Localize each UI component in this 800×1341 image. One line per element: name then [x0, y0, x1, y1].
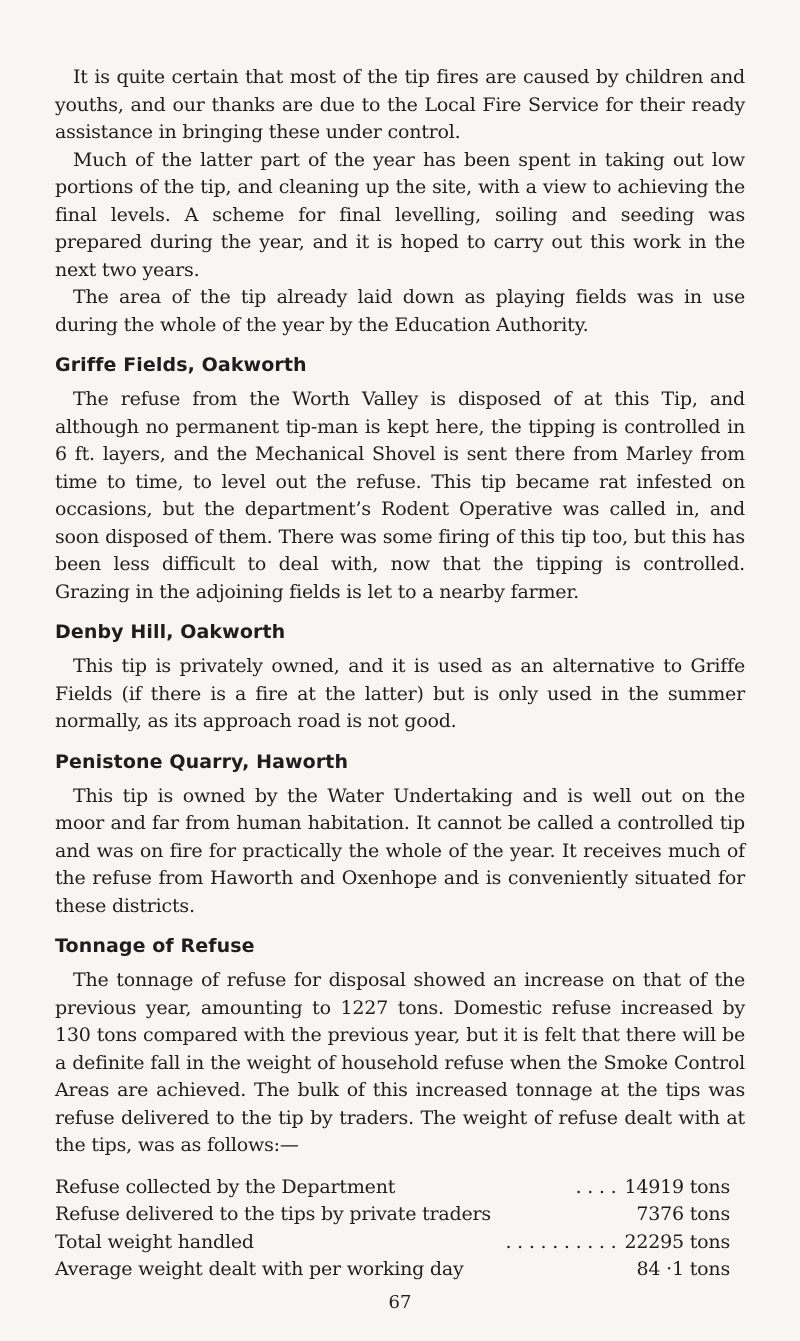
section-heading-denby-hill: Denby Hill, Oakworth — [55, 621, 286, 643]
table-row — [55, 1201, 730, 1229]
page-content — [55, 0, 745, 1284]
dot-leader — [472, 1256, 627, 1284]
table-row — [55, 1256, 730, 1284]
tonnage-table — [55, 1174, 730, 1284]
section-text-penistone-quarry: This tip is owned by the Water Undertaking and is well out on the moor and far from human habitation. It cannot be called a controlled tip and was on fire for practically the whole of the year. It receives much of the refuse from Haworth and Oxenhope and is conveniently situated for these districts. — [55, 784, 745, 917]
row-label: Total weight handled — [55, 1230, 254, 1253]
dot-leader — [499, 1201, 627, 1229]
section-heading-penistone-quarry: Penistone Quarry, Haworth — [55, 750, 349, 773]
row-label: Refuse collected by the Department — [55, 1175, 396, 1198]
intro-paragraph-1: It is quite certain that most of the tip fires are caused by children and youths, and our thanks are due to the Local Fire Service for their ready assistance in bringing these under control. — [55, 66, 745, 143]
intro-paragraph-3: The area of the tip already laid down as playing fields was in use during the whole of the year by the Education Authority. — [55, 286, 745, 336]
section-heading-griffe-fields: Griffe Fields, Oakworth — [55, 354, 307, 376]
row-value: 84 ·1 tons — [636, 1258, 730, 1280]
row-value: 7376 tons — [636, 1203, 730, 1225]
section-text-tonnage: The tonnage of refuse for disposal showed an increase on that of the previous year, amounting to 1227 tons. Domestic refuse increased by 130 tons compared with the previous year, but it is felt that there will be a definite fall in the weight of household refuse when the Smoke Control Areas are achieved. The bulk of this increased tonnage at the tips was refuse delivered to the tip by traders. The weight of refuse dealt with at the tips, was as follows:— — [55, 969, 745, 1156]
table-row — [55, 1174, 730, 1202]
row-value: 14919 tons — [624, 1175, 730, 1198]
dot-leader: . . . . — [575, 1175, 617, 1198]
section-text-denby-hill: This tip is privately owned, and it is used as an alternative to Griffe Fields (if there is a fire at the latter) but is only used in the summer normally, as its approach road is not good. — [55, 655, 745, 732]
row-label: Refuse delivered to the tips by private traders — [55, 1203, 491, 1225]
table-row — [55, 1229, 730, 1257]
section-text-griffe-fields: The refuse from the Worth Valley is disposed of at this Tip, and although no permanent tip-man is kept here, the tipping is controlled in 6 ft. layers, and the Mechanical Shovel is sent there from Marley from time to time, to level out the refuse. This tip became rat infested on occasions, but the department’s Rodent Operative was called in, and soon disposed of them. There was some firing of this tip too, but this has been less difficult to deal with, now that the tipping is controlled. Grazing in the adjoining fields is let to a nearby farmer. — [55, 388, 745, 603]
section-heading-tonnage: Tonnage of Refuse — [55, 935, 255, 957]
dot-leader: . . . . . . . . . . — [505, 1230, 617, 1253]
intro-paragraph-2: Much of the latter part of the year has been spent in taking out low portions of the tip, and cleaning up the site, with a view to achieving the final levels. A scheme for final levelling, soiling and seeding was prepared during the year, and it is hoped to carry out this work in the next two years. — [55, 148, 745, 281]
row-label: Average weight dealt with per working day — [55, 1258, 464, 1280]
page-number: 67 — [388, 1292, 412, 1313]
row-value: 22295 tons — [624, 1230, 730, 1253]
